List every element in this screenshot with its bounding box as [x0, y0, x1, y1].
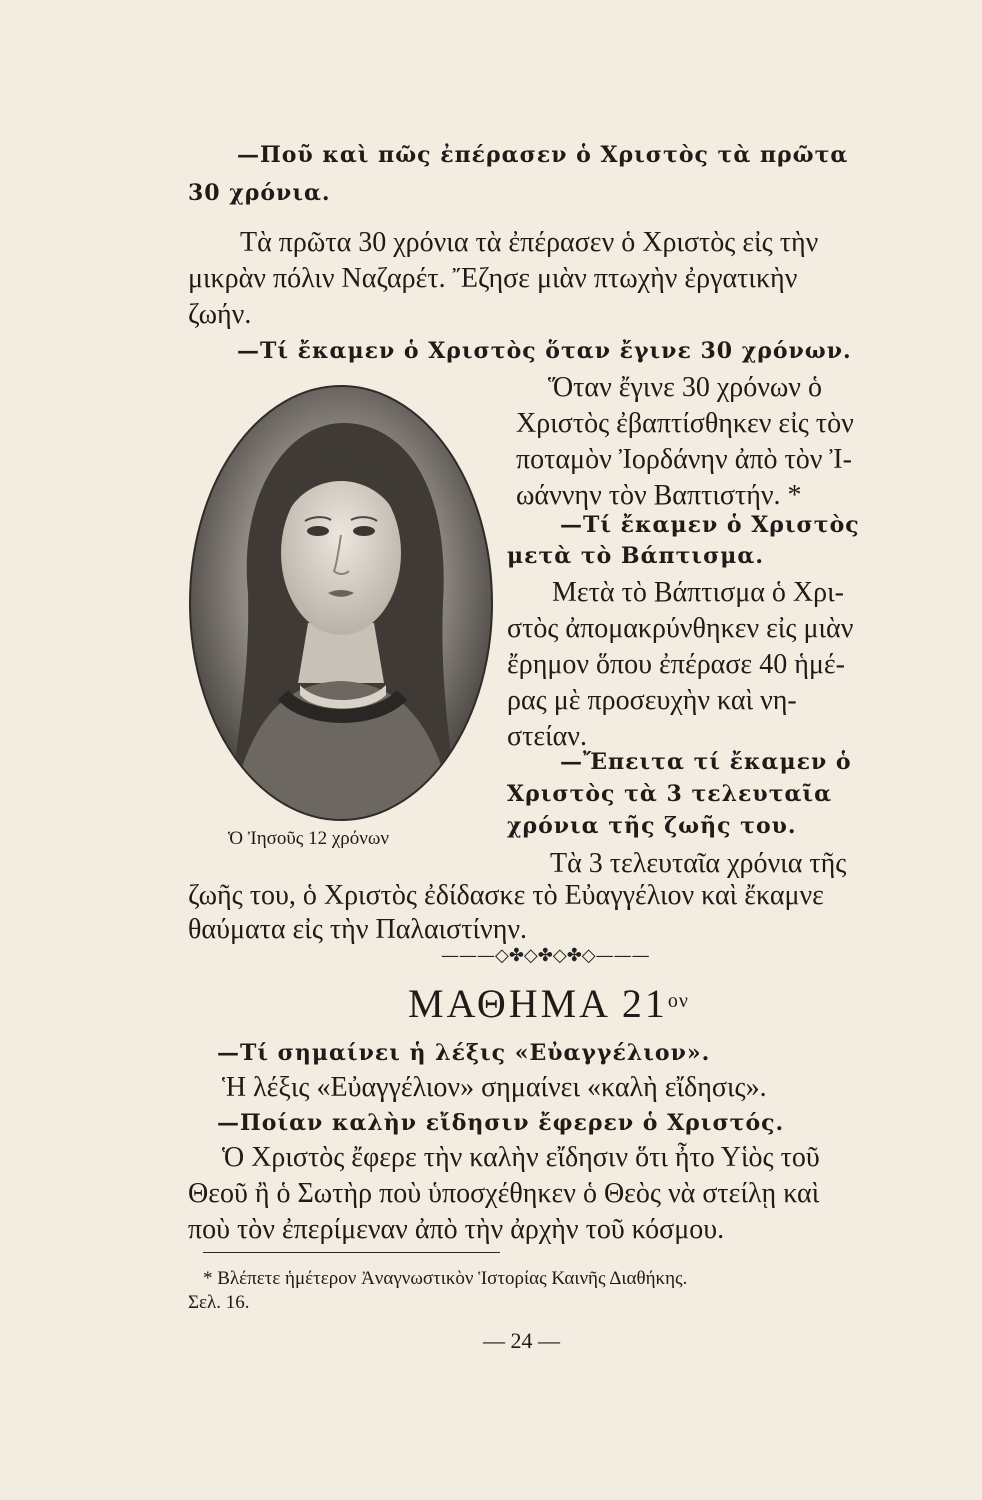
answer-6-line-1: Ὁ Χριστὸς ἔφερε τὴν καλὴν εἴδησιν ὅτι ἦτο Υἱὸς τοῦ — [222, 1142, 820, 1173]
answer-5: Ἡ λέξις «Εὐαγγέλιον» σημαίνει «καλὴ εἴδησις». — [222, 1072, 767, 1103]
answer-4-line-1: Τὰ 3 τελευταῖα χρόνια τῆς — [550, 848, 847, 879]
question-2: —Τί ἔκαμεν ὁ Χριστὸς ὅταν ἔγινε 30 χρόνων. — [237, 338, 852, 364]
question-4-line-2: Χριστὸς τὰ 3 τελευταῖα — [507, 781, 833, 807]
lesson-title — [408, 980, 689, 1027]
answer-1-line-1: Τὰ πρῶτα 30 χρόνια τὰ ἐπέρασεν ὁ Χριστὸς εἰς τὴν — [240, 227, 819, 258]
answer-1-line-2: μικρὰν πόλιν Ναζαρέτ. Ἔζησε μιὰν πτωχὴν ἐργατικὴν — [188, 263, 798, 294]
answer-2-line-4: ωάννην τὸν Βαπτιστήν. * — [516, 480, 802, 511]
question-5: —Τί σημαίνει ἡ λέξις «Εὐαγγέλιον». — [217, 1040, 711, 1066]
answer-6-line-3: ποὺ τὸν ἐπερίμεναν ἀπὸ τὴν ἀρχὴν τοῦ κόσμου. — [188, 1214, 725, 1245]
lesson-title-suffix: ον — [667, 990, 689, 1012]
question-1-line-2: 30 χρόνια. — [188, 180, 331, 206]
footnote-line-2: Σελ. 16. — [188, 1292, 250, 1313]
answer-3-line-2: στὸς ἀπομακρύνθηκεν εἰς μιὰν — [507, 613, 854, 644]
portrait-image — [188, 383, 494, 823]
answer-3-line-1: Μετὰ τὸ Βάπτισμα ὁ Χρι- — [552, 577, 844, 608]
answer-6-line-2: Θεοῦ ἢ ὁ Σωτὴρ ποὺ ὑποσχέθηκεν ὁ Θεὸς νὰ στείλῃ καὶ — [188, 1178, 820, 1209]
answer-2-line-3: ποταμὸν Ἰορδάνην ἀπὸ τὸν Ἰ- — [516, 444, 852, 475]
ornament-separator: ———◇✤◇✤◇✤◇——— — [441, 945, 650, 966]
answer-3-line-5: στείαν. — [507, 721, 587, 752]
lesson-title-text: ΜΑΘΗΜΑ 21 — [408, 981, 668, 1026]
answer-3-line-3: ἔρημον ὅπου ἐπέρασε 40 ἡμέ- — [507, 649, 845, 680]
answer-3-line-4: ρας μὲ προσευχὴν καὶ νη- — [507, 685, 797, 716]
footnote-line-1: * Βλέπετε ἡμέτερον Ἀναγνωστικὸν Ἱστορίας Καινῆς Διαθήκης. — [203, 1268, 688, 1289]
footnote-rule — [203, 1252, 500, 1253]
answer-2-line-1: Ὅταν ἔγινε 30 χρόνων ὁ — [548, 372, 822, 403]
answer-4-line-2: ζωῆς του, ὁ Χριστὸς ἐδίδασκε τὸ Εὐαγγέλιον καὶ ἔκαμνε — [188, 880, 824, 911]
question-4-line-3: χρόνια τῆς ζωῆς του. — [507, 813, 797, 839]
answer-2-line-2: Χριστὸς ἐβαπτίσθηκεν εἰς τὸν — [516, 408, 854, 439]
question-4-line-1: —Ἔπειτα τί ἔκαμεν ὁ — [560, 749, 852, 775]
question-3-line-1: —Τί ἔκαμεν ὁ Χριστὸς — [560, 512, 860, 538]
question-6: —Ποίαν καλὴν εἴδησιν ἔφερεν ὁ Χριστός. — [217, 1110, 785, 1136]
question-3-line-2: μετὰ τὸ Βάπτισμα. — [507, 543, 764, 569]
portrait-caption: Ὁ Ἰησοῦς 12 χρόνων — [228, 828, 389, 849]
answer-4-line-3: θαύματα εἰς τὴν Παλαιστίνην. — [188, 914, 527, 945]
question-1-line-1: —Ποῦ καὶ πῶς ἐπέρασεν ὁ Χριστὸς τὰ πρῶτα — [237, 142, 849, 168]
answer-1-line-3: ζωήν. — [188, 299, 252, 330]
page-number: — 24 — — [483, 1328, 560, 1353]
